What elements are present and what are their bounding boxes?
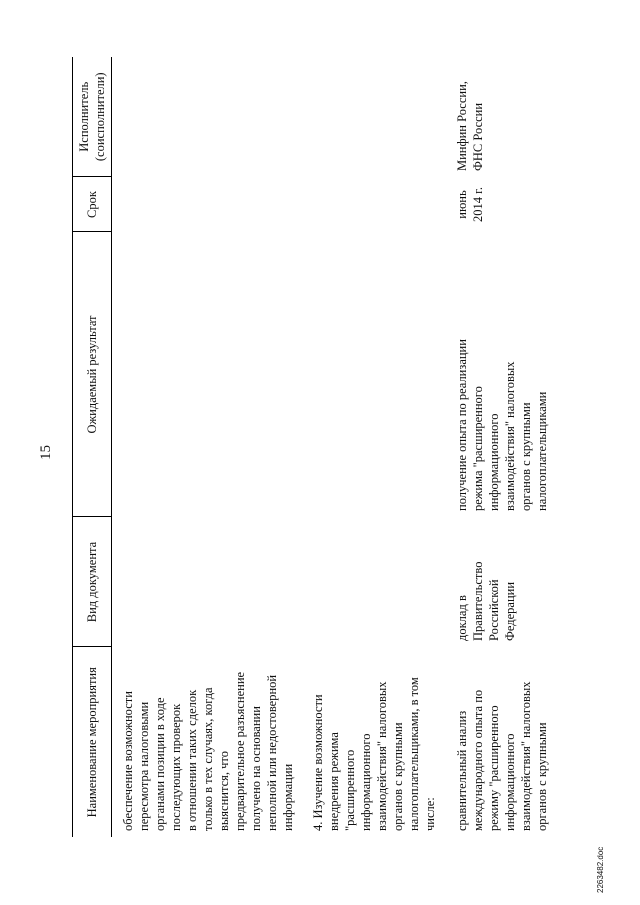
table-row <box>112 57 309 837</box>
header-executor: Исполнитель (соисполнители) <box>73 57 112 177</box>
document-file-id: 2263482.doc <box>596 846 605 893</box>
cell-term <box>308 177 448 232</box>
header-expected-result: Ожидаемый результат <box>73 232 112 517</box>
header-event-name: Наименование мероприятия <box>73 647 112 837</box>
cell-document-type <box>112 517 309 647</box>
cell-executor: Минфин России, ФНС России <box>455 81 485 171</box>
cell-result: получение опыта по реализации режима "расширенного информационного взаимодействия" налоговых органов с крупными налогоплательщиками <box>455 339 549 511</box>
cell-document-type <box>308 517 448 647</box>
header-document-type: Вид документа <box>73 517 112 647</box>
cell-event: обеспечение возможности пересмотра налоговыми органами позиции в ходе последующих проверок в отношении таких сделок только в тех случаях, когда выяснится, что предварительное разъяснение получено на основании неполной или недостоверной информации <box>121 671 295 831</box>
cell-document-type: доклад в Правительство Российской Федерации <box>455 561 517 641</box>
cell-term: июнь 2014 г. <box>455 187 485 222</box>
cell-result <box>308 232 448 517</box>
cell-executor <box>308 57 448 177</box>
cell-term <box>112 177 309 232</box>
table-row <box>308 57 448 837</box>
cell-event: 4. Изучение возможности внедрения режима "расширенного информационного взаимодействия" налоговых органов с крупными налогоплательщиками, в том числе: <box>311 677 437 831</box>
cell-executor <box>112 57 309 177</box>
header-term: Срок <box>73 177 112 232</box>
table-row <box>448 57 550 837</box>
cell-event: сравнительный анализ международного опыта по режиму "расширенного информационного взаимодействия" налоговых органов с крупными <box>455 681 549 831</box>
table-header-row <box>73 57 112 837</box>
cell-result <box>112 232 309 517</box>
page-number: 15 <box>38 445 54 460</box>
measures-table <box>72 57 550 837</box>
